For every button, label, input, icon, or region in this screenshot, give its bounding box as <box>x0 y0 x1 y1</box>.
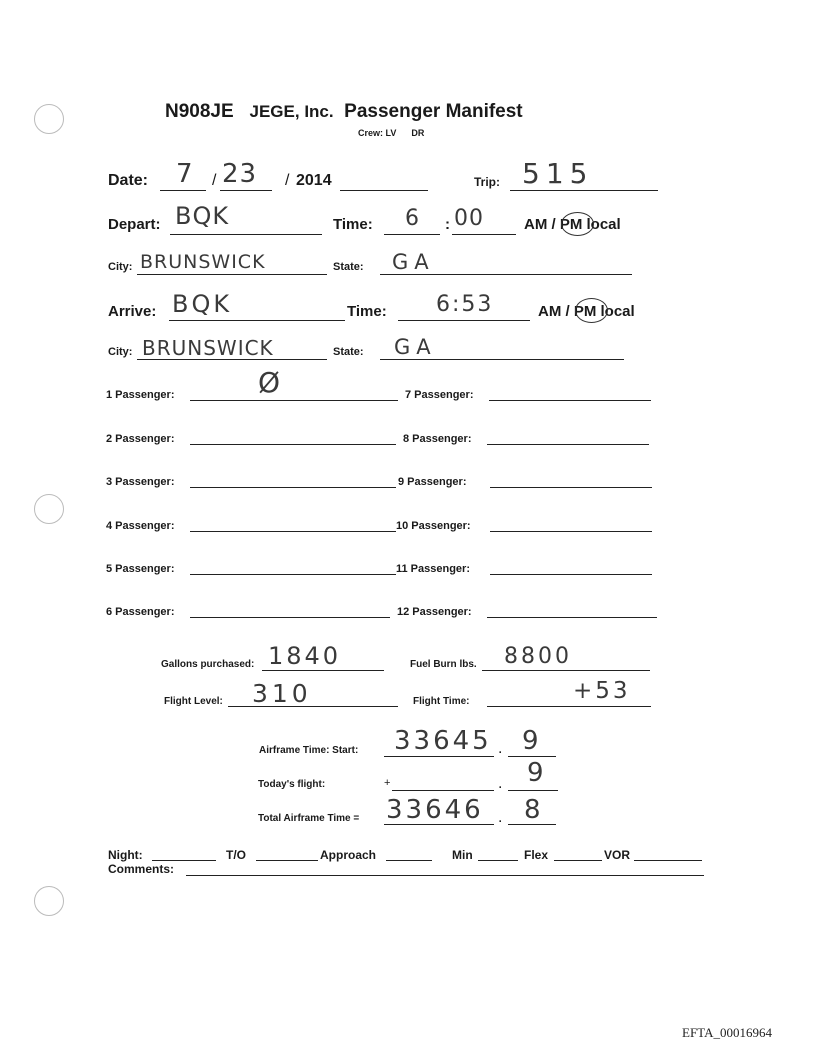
night-label: Night: <box>108 848 143 862</box>
depart-airport: BQK <box>175 202 230 230</box>
tail-number: N908JE <box>165 101 234 122</box>
today-flight-label: Today's flight: <box>258 779 326 790</box>
arrive-time: 6:53 <box>436 292 494 317</box>
airframe-start-dot: . <box>498 740 503 757</box>
depart-airport-line <box>170 234 322 235</box>
depart-state-label: State: <box>333 261 364 273</box>
date-sep-1: / <box>212 172 217 189</box>
date-month-line <box>160 190 206 191</box>
today-flight-whole-line <box>392 790 494 791</box>
total-airframe-dot: . <box>498 809 503 826</box>
total-airframe-whole: 33646 <box>386 795 484 825</box>
date-day-line <box>220 190 272 191</box>
passenger-line-4 <box>190 531 396 532</box>
flight-level-label: Flight Level: <box>164 696 223 707</box>
arrive-state: GA <box>394 335 437 359</box>
total-airframe-tenth: 8 <box>524 795 542 825</box>
passenger-label-6: 6 Passenger: <box>106 606 175 618</box>
arrive-time-label: Time: <box>347 303 387 320</box>
approach-line <box>386 860 432 861</box>
date-year: 2014 <box>296 172 332 189</box>
gallons-value: 1840 <box>268 642 342 670</box>
arrive-city: BRUNSWICK <box>142 336 274 360</box>
passenger-line-1 <box>190 400 398 401</box>
depart-hour-line <box>384 234 440 235</box>
min-label: Min <box>452 848 473 862</box>
punch-hole-middle <box>34 494 64 524</box>
depart-time-label: Time: <box>333 216 373 233</box>
arrive-state-line <box>380 359 624 360</box>
comments-label: Comments: <box>108 862 175 876</box>
total-airframe-label: Total Airframe Time = <box>258 813 360 824</box>
gallons-line <box>262 670 384 671</box>
passenger-label-4: 4 Passenger: <box>106 520 175 532</box>
punch-hole-bottom <box>34 886 64 916</box>
arrive-label: Arrive: <box>108 303 157 320</box>
arrive-pm-circle <box>575 298 608 323</box>
arrive-airport: BQK <box>172 290 233 318</box>
passenger-line-6 <box>190 617 390 618</box>
today-flight-dot: . <box>498 775 503 792</box>
passenger-line-10 <box>490 531 652 532</box>
depart-ampm: AM / PM local <box>524 216 621 233</box>
trip-value: 515 <box>522 157 594 190</box>
depart-time-colon: : <box>445 216 450 233</box>
today-flight-tenth-line <box>508 790 558 791</box>
arrive-airport-line <box>169 320 345 321</box>
depart-minutes: 00 <box>454 206 484 231</box>
passenger-label-10: 10 Passenger: <box>396 520 471 532</box>
fuel-burn-line <box>482 670 650 671</box>
passenger-line-8 <box>487 444 649 445</box>
min-line <box>478 860 518 861</box>
vor-line <box>634 860 702 861</box>
crew-line: Crew: LV DR <box>358 128 425 138</box>
date-sep-2: / <box>285 172 290 189</box>
depart-pm-circle <box>561 212 594 236</box>
depart-state-line <box>380 274 632 275</box>
approach-label: Approach <box>320 848 377 862</box>
passenger-label-7: 7 Passenger: <box>405 389 474 401</box>
flex-line <box>554 860 602 861</box>
flight-time-value: +53 <box>573 678 631 704</box>
comments-line <box>186 875 704 876</box>
passenger-label-2: 2 Passenger: <box>106 433 175 445</box>
airframe-start-tenth-line <box>508 756 556 757</box>
passenger-label-5: 5 Passenger: <box>106 563 175 575</box>
airframe-start-label: Airframe Time: Start: <box>259 745 359 756</box>
arrive-ampm: AM / PM local <box>538 303 635 320</box>
depart-hour: 6 <box>405 206 420 231</box>
fuel-burn-label: Fuel Burn lbs. <box>410 659 477 670</box>
takeoff-line <box>256 860 318 861</box>
passenger-label-1: 1 Passenger: <box>106 389 175 401</box>
passenger-label-8: 8 Passenger: <box>403 433 472 445</box>
date-label: Date: <box>108 172 149 189</box>
fuel-burn-value: 8800 <box>504 644 572 669</box>
passenger-label-12: 12 Passenger: <box>397 606 472 618</box>
trip-line <box>510 190 658 191</box>
passenger-line-11 <box>490 574 652 575</box>
today-flight-tenth: 9 <box>527 758 545 788</box>
passenger-label-3: 3 Passenger: <box>106 476 175 488</box>
page-title <box>165 101 523 123</box>
punch-hole-top <box>34 104 64 134</box>
depart-city-line <box>137 274 327 275</box>
passenger-1-entry: Ø <box>258 366 282 399</box>
night-line <box>152 860 216 861</box>
passenger-label-11: 11 Passenger: <box>396 563 470 575</box>
company-name: JEGE, Inc. <box>249 102 334 121</box>
passenger-label-9: 9 Passenger: <box>398 476 467 488</box>
today-flight-prefix: + <box>384 777 391 789</box>
arrive-state-label: State: <box>333 346 364 358</box>
passenger-line-3 <box>190 487 396 488</box>
depart-minutes-line <box>452 234 516 235</box>
passenger-line-5 <box>190 574 396 575</box>
depart-state: GA <box>392 250 435 274</box>
vor-label: VOR <box>604 848 631 862</box>
depart-city-label: City: <box>108 261 133 273</box>
passenger-line-9 <box>490 487 652 488</box>
date-month: 7 <box>176 159 194 189</box>
airframe-start-whole-line <box>384 756 494 757</box>
airframe-start-whole: 33645 <box>394 726 492 756</box>
flight-time-label: Flight Time: <box>413 696 470 707</box>
passenger-line-7 <box>489 400 651 401</box>
trip-label: Trip: <box>474 175 500 189</box>
arrive-time-line <box>398 320 530 321</box>
depart-label: Depart: <box>108 216 161 233</box>
flex-label: Flex <box>524 848 549 862</box>
flight-level-value: 310 <box>252 679 312 708</box>
bates-number: EFTA_00016964 <box>682 1025 772 1040</box>
airframe-start-tenth: 9 <box>522 726 540 756</box>
gallons-label: Gallons purchased: <box>161 659 255 670</box>
date-day: 23 <box>222 159 258 189</box>
passenger-line-2 <box>190 444 396 445</box>
takeoff-label: T/O <box>226 848 246 862</box>
passenger-line-12 <box>487 617 657 618</box>
depart-city: BRUNSWICK <box>140 251 266 273</box>
flight-time-line <box>487 706 651 707</box>
arrive-city-label: City: <box>108 346 133 358</box>
manifest-title: Passenger Manifest <box>344 101 523 122</box>
date-year-line <box>340 190 428 191</box>
